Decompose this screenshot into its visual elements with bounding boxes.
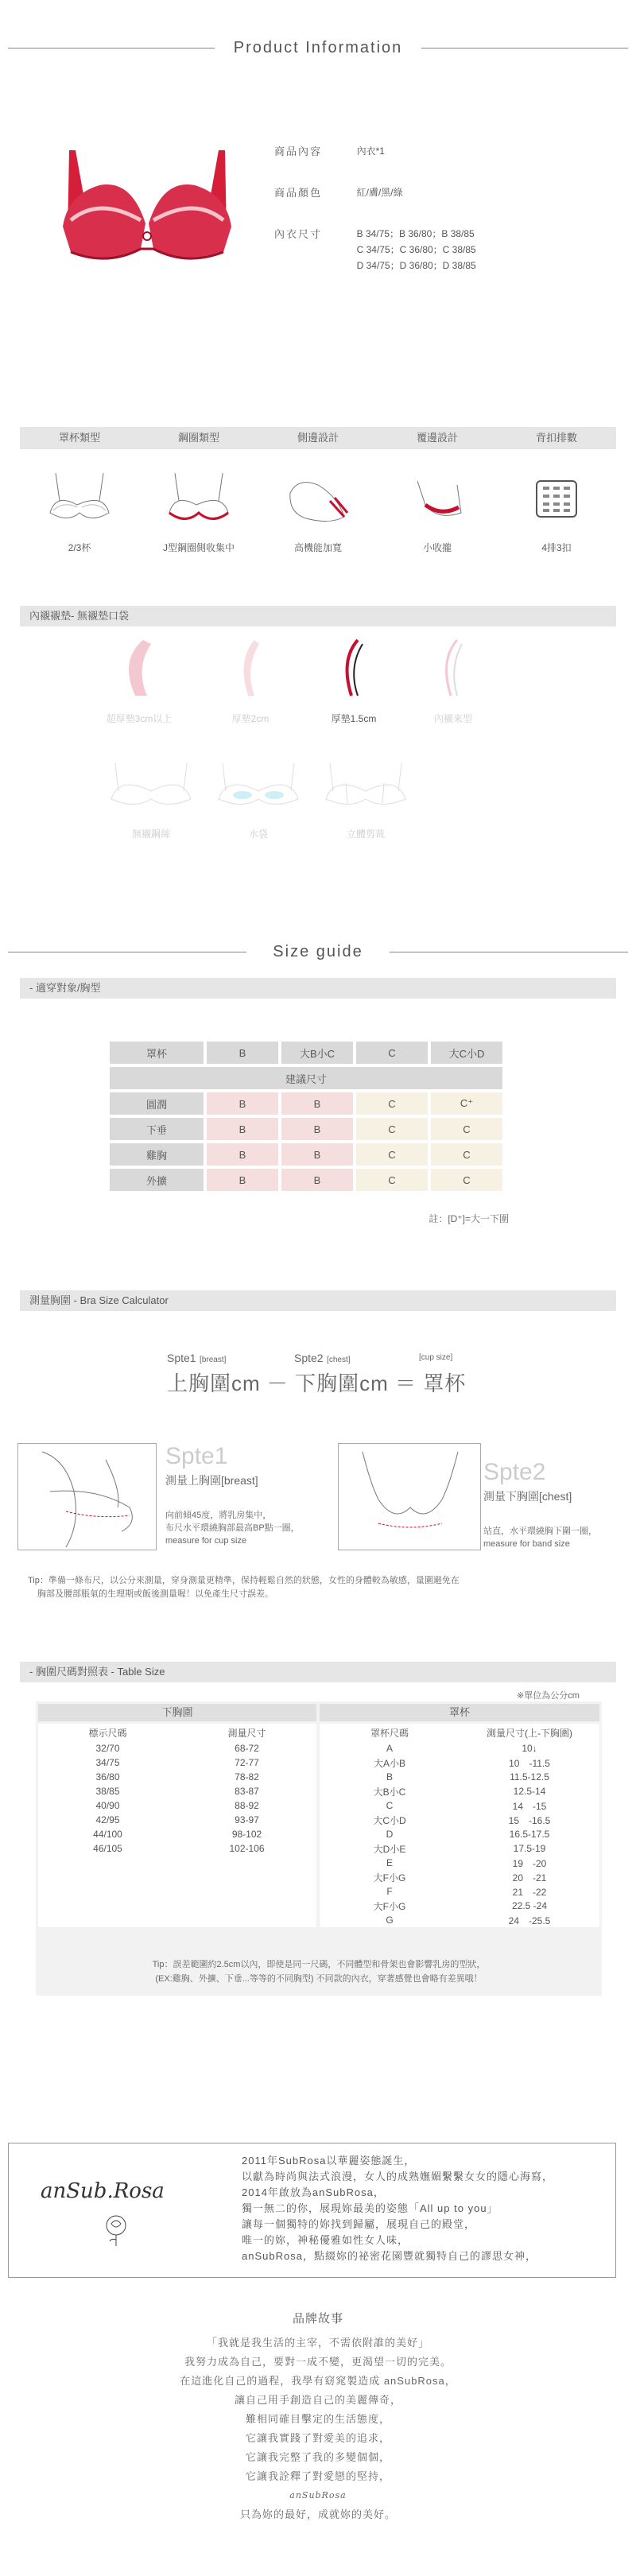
table-size-bar: - 胸圍尺碼對照表 - Table Size: [20, 1662, 616, 1682]
padding-bar: 內襯襯墊- 無襯墊口袋: [20, 606, 616, 627]
table-row: [38, 1784, 316, 1798]
feature-wire: [139, 461, 258, 564]
cell: 72-77: [235, 1757, 259, 1768]
size-line: B 34/75；B 36/80；B 38/85: [356, 228, 475, 239]
band-table: [38, 1724, 316, 1927]
size-col: B: [207, 1042, 278, 1064]
cell: B: [281, 1143, 353, 1166]
size-row: [110, 1092, 502, 1115]
table-row-empty: [38, 1856, 316, 1870]
padding-thick2-icon: [231, 636, 270, 700]
box2-desc: [483, 1525, 597, 1550]
col-header: 罩杯尺碼: [370, 1727, 409, 1739]
size-line: D 34/75；D 36/80；D 38/85: [356, 260, 476, 271]
story-line: 難相同確目擊定的生活態度，: [245, 2413, 390, 2425]
row-label: 外擴: [110, 1169, 204, 1191]
story-line: 在這進化自己的過程，我學有窈窕製造成 anSubRosa，: [180, 2375, 456, 2387]
box1-title: Spte1: [165, 1443, 228, 1469]
size-col: C: [356, 1042, 428, 1064]
info-value: 紅/膚/黑/綠: [356, 187, 403, 198]
cell: D: [386, 1829, 394, 1840]
cell: F: [386, 1886, 393, 1897]
rose-logo-icon: [100, 2211, 132, 2247]
feature-caption: J型鋼圈側收集中: [162, 542, 235, 553]
brand-line: 讓每一個獨特的妳找到歸屬，展現自己的殿堂，: [242, 2218, 476, 2230]
cell: 14 -15: [512, 1800, 547, 1812]
cell: 20 -21: [512, 1872, 547, 1884]
desc-line: 向前傾45度，將乳房集中，: [165, 1511, 272, 1520]
table-row: [38, 1813, 316, 1827]
features-header: [20, 427, 616, 449]
size-row: [110, 1118, 502, 1140]
padding-label: 無襯鋼絲: [131, 828, 170, 840]
cell: 88-92: [235, 1800, 259, 1811]
story-title: 品牌故事: [292, 2312, 343, 2326]
step1-heading: [167, 1352, 226, 1366]
edge-design-icon: [401, 469, 473, 533]
cell: C: [431, 1169, 502, 1191]
feature-caption: 2/3杯: [68, 542, 91, 553]
padding-3d-cut-icon: [322, 755, 409, 811]
info-label: 商品內容: [274, 145, 323, 157]
feature-caption: 高機能加寬: [293, 542, 342, 553]
cell: B: [207, 1143, 278, 1166]
story-line: 它讓我實踐了對愛美的追求，: [245, 2432, 390, 2444]
box2-subtitle: 測量下胸圍[chest]: [483, 1490, 572, 1503]
desc-line: measure for cup size: [165, 1536, 247, 1546]
padding-label: 內襯來型: [433, 713, 472, 724]
cell: 68-72: [235, 1743, 259, 1754]
step2-tag: [chest]: [327, 1356, 351, 1364]
section-title: Product Information: [233, 39, 403, 56]
step2-heading: [294, 1352, 351, 1366]
cell: 大A小B: [373, 1757, 405, 1769]
measure-breast-icon: [18, 1444, 157, 1551]
formula: 上胸圍cm － 下胸圍cm ＝ 罩杯: [167, 1371, 467, 1395]
padding-thick3-icon: [119, 636, 159, 700]
table-row: [38, 1770, 316, 1784]
brand-line: 2011年SubRosa以華麗姿態誕生，: [242, 2155, 416, 2167]
feature-header-hook: 背扣排數: [535, 432, 577, 444]
cell: A: [386, 1743, 393, 1754]
brand-line: 唯一的妳，神秘優雅如性女人味，: [242, 2234, 409, 2246]
cell: 22.5 -24: [511, 1900, 548, 1911]
feature-side: [258, 461, 378, 564]
size-col: 大C小D: [431, 1042, 502, 1064]
cup-type-icon: [44, 469, 115, 533]
row-label: 雞胸: [110, 1143, 204, 1166]
box2-title: Spte2: [483, 1459, 546, 1485]
hook-rows-icon: [521, 469, 592, 533]
cell: C: [356, 1092, 428, 1115]
calculator-tip: [28, 1574, 460, 1601]
cell: 40/90: [95, 1800, 120, 1811]
size-guide-heading: [0, 940, 636, 964]
brand-line: 2014年啟放為anSubRosa，: [242, 2186, 385, 2198]
table-row-empty: [38, 1884, 316, 1899]
cell: 16.5-17.5: [509, 1829, 550, 1840]
cell: 46/105: [93, 1843, 122, 1854]
padding-waterbag-icon: [215, 755, 302, 811]
cell: 11.5-12.5: [510, 1771, 549, 1783]
feature-header-edge: 覆邊設計: [416, 432, 458, 444]
padding-label-active: 厚墊1.5cm: [331, 713, 377, 724]
cell: 98-102: [231, 1829, 262, 1840]
table-col-header: [38, 1724, 316, 1741]
cell: 83-87: [235, 1786, 259, 1797]
padding-label: 超厚墊3cm以上: [106, 713, 173, 724]
feature-edge: [378, 461, 497, 564]
cell: B: [386, 1771, 393, 1783]
row-label: 圓潤: [110, 1092, 204, 1115]
cell: 10↓: [522, 1743, 537, 1754]
cell: 19 -20: [512, 1857, 547, 1869]
story-line: 只為妳的最好，成就妳的美好。: [239, 2508, 396, 2520]
desc-line: measure for band size: [483, 1539, 570, 1549]
table-row: [320, 1741, 599, 1755]
cell: 12.5-14: [513, 1786, 546, 1797]
band-header: 下胸圍: [38, 1704, 316, 1721]
story-signature: anSubRosa: [289, 2490, 347, 2500]
tip-line: 胸部及腰部脹氣的生理期或飯後測量喔！以免產生尺寸誤差。: [37, 1589, 273, 1599]
size-row: [110, 1143, 502, 1166]
step1-tag: [breast]: [200, 1356, 227, 1364]
wire-type-icon: [163, 469, 235, 533]
story-text: [0, 2334, 636, 2524]
size-line: C 34/75；C 36/80；C 38/85: [356, 244, 476, 255]
col-header: 測量尺寸: [227, 1727, 266, 1739]
cell: 24 -25.5: [508, 1915, 551, 1926]
story-line: 讓自己用手創造自己的美麗傳奇，: [234, 2394, 401, 2406]
cell: 42/95: [95, 1814, 120, 1825]
padding-label: 厚墊2cm: [231, 713, 270, 724]
calculator-bar: 測量胸圍 - Bra Size Calculator: [20, 1290, 616, 1311]
box1-subtitle: 測量上胸圍[breast]: [165, 1474, 258, 1487]
cell: 15 -16.5: [508, 1814, 551, 1826]
table-row: [320, 1755, 599, 1770]
cell: 17.5-19: [513, 1843, 546, 1854]
table-row: [38, 1841, 316, 1856]
cell: 34/75: [95, 1757, 120, 1768]
product-image: [52, 147, 242, 274]
cell: 大F小G: [373, 1900, 406, 1912]
table-row: [38, 1741, 316, 1755]
cell: 93-97: [235, 1814, 259, 1825]
cell: 38/85: [95, 1786, 120, 1797]
col-header: 測量尺寸(上-下胸圍): [487, 1727, 572, 1739]
table-size-tip: [38, 1957, 599, 1986]
padding-thick15-icon: [334, 636, 374, 700]
table-row: [320, 1770, 599, 1784]
cell: B: [281, 1118, 353, 1140]
table-row: [320, 1913, 599, 1927]
size-row: [110, 1169, 502, 1191]
info-row-content: [274, 143, 385, 159]
cell: 21 -22: [512, 1886, 547, 1898]
size-table-subheader: [110, 1067, 502, 1089]
size-col: 大B小C: [281, 1042, 353, 1064]
cell: 44/100: [93, 1829, 122, 1840]
table-row: [320, 1784, 599, 1798]
brand-line: anSubRosa，點綴妳的祕密花園豐就獨特自己的謬思女神，: [242, 2250, 537, 2262]
section-title: Size guide: [273, 943, 363, 960]
cell: 10 -11.5: [509, 1757, 550, 1769]
step2-label: Spte2: [294, 1352, 324, 1364]
cell: 大B小C: [373, 1786, 406, 1798]
table-row: [320, 1813, 599, 1827]
padding-label: 水袋: [248, 828, 268, 840]
table-row: [320, 1856, 599, 1870]
story-line: 我努力成為自己，要對一成不變，更渴望一切的完美。: [184, 2356, 452, 2368]
padding-unlined-icon: [107, 755, 195, 811]
cell: C: [356, 1169, 428, 1191]
cell: 大F小G: [373, 1872, 406, 1884]
brand-box: [8, 2143, 616, 2278]
cell: C: [386, 1800, 394, 1811]
step1-label: Spte1: [167, 1352, 196, 1364]
padding-lining-icon: [433, 636, 473, 700]
feature-caption: 小收攏: [422, 542, 452, 553]
info-row-color: [274, 184, 403, 200]
feature-header-side: 側邊設計: [297, 432, 339, 444]
padding-label: 立體剪裁: [346, 828, 385, 840]
cell: B: [281, 1092, 353, 1115]
table-row: [320, 1884, 599, 1899]
cell: E: [386, 1857, 393, 1868]
cell: B: [281, 1169, 353, 1191]
info-value-list: [357, 226, 476, 274]
feature-hook: [497, 461, 616, 564]
size-table: [107, 1038, 506, 1194]
table-row: [320, 1899, 599, 1913]
cell: B: [207, 1169, 278, 1191]
cell: B: [207, 1118, 278, 1140]
table-row: [320, 1798, 599, 1813]
brand-line: 以獻為時尚與法式浪漫，女人的成熟嫵媚繫繫女女的隱心海寫，: [242, 2171, 554, 2182]
table-row: [320, 1841, 599, 1856]
table-row-empty: [38, 1870, 316, 1884]
table-row: [38, 1755, 316, 1770]
cell: 32/70: [95, 1743, 120, 1754]
step1-illustration: [17, 1443, 157, 1550]
table-row-empty: [38, 1899, 316, 1913]
brand-text: [242, 2153, 553, 2264]
measure-chest-icon: [339, 1444, 482, 1551]
cell: C: [356, 1143, 428, 1166]
table-row: [320, 1827, 599, 1841]
brand-logo: anSub.Rosa: [41, 2179, 165, 2203]
cell: B: [207, 1092, 278, 1115]
cup-table: [320, 1724, 599, 1927]
desc-line: 布尺水平環繞胸部最高BP點一圈，: [165, 1523, 300, 1533]
table-row-empty: [38, 1913, 316, 1927]
step2-illustration: [338, 1443, 481, 1550]
tip-line: (EX:雞胸、外擴、下垂...等等的不同胸型) 不同款的內衣，穿著感覺也會略有差異哦！: [155, 1974, 483, 1984]
cell: 大C小D: [373, 1814, 406, 1826]
suggested-size-label: 建議尺寸: [110, 1067, 502, 1089]
feature-header-wire: 鋼圈類型: [177, 432, 219, 444]
desc-line: 站直，水平環繞胸下圍一圈，: [483, 1527, 597, 1536]
cell: C: [431, 1118, 502, 1140]
cell: C: [356, 1118, 428, 1140]
brand-line: 獨一無二的你，展現妳最美的姿態「All up to you」: [242, 2202, 498, 2214]
cell: G: [386, 1915, 394, 1926]
feature-caption: 4排3扣: [541, 542, 572, 553]
unit-note: ※單位為公分cm: [517, 1691, 580, 1701]
size-col-header: 罩杯: [110, 1042, 204, 1064]
features-row: [20, 461, 616, 564]
tip-line: Tip：準備一條布尺，以公分來測量，穿身測量更精準，保持輕鬆自然的狀態，女性的身體較為敏感，量圍避免在: [28, 1576, 460, 1585]
cell: C: [431, 1143, 502, 1166]
cell: 大D小E: [373, 1843, 406, 1855]
table-row: [320, 1870, 599, 1884]
tip-line: Tip：誤差範圍約2.5cm以內，即使是同一尺碼，不同體型和骨架也會影響乳房的型狀，: [152, 1960, 486, 1969]
feature-header-cup: 罩杯類型: [58, 432, 100, 444]
cup-tag: [cup size]: [419, 1353, 453, 1362]
story-line: 「我就是我生活的主宰，不需依附誰的美好」: [206, 2337, 429, 2349]
box1-desc: [165, 1509, 300, 1547]
cell: 102-106: [229, 1843, 265, 1854]
story-line: 它讓我完整了我的多變個個，: [245, 2451, 390, 2463]
col-header: 標示尺碼: [88, 1727, 127, 1739]
cell: 36/80: [95, 1771, 120, 1783]
size-table-header: [110, 1042, 502, 1064]
story-line: 它讓我詮釋了對愛戀的堅持，: [245, 2470, 390, 2482]
cup-header: 罩杯: [320, 1704, 599, 1721]
table-row: [38, 1827, 316, 1841]
table-row: [38, 1798, 316, 1813]
row-label: 下垂: [110, 1118, 204, 1140]
size-note: 註：[D⁺]=大一下圍: [429, 1213, 509, 1224]
product-info-heading: [0, 36, 636, 60]
feature-cup: [20, 461, 139, 564]
info-row-size: [274, 226, 476, 274]
info-label: 內衣尺寸: [274, 228, 323, 240]
table-col-header: [320, 1724, 599, 1741]
side-design-icon: [282, 469, 354, 533]
cell: C⁺: [431, 1092, 502, 1115]
info-label: 商品顏色: [274, 187, 323, 199]
info-value: 內衣*1: [356, 145, 385, 157]
cell: 78-82: [235, 1771, 259, 1783]
body-type-bar: - 適穿對象/胸型: [20, 978, 616, 999]
